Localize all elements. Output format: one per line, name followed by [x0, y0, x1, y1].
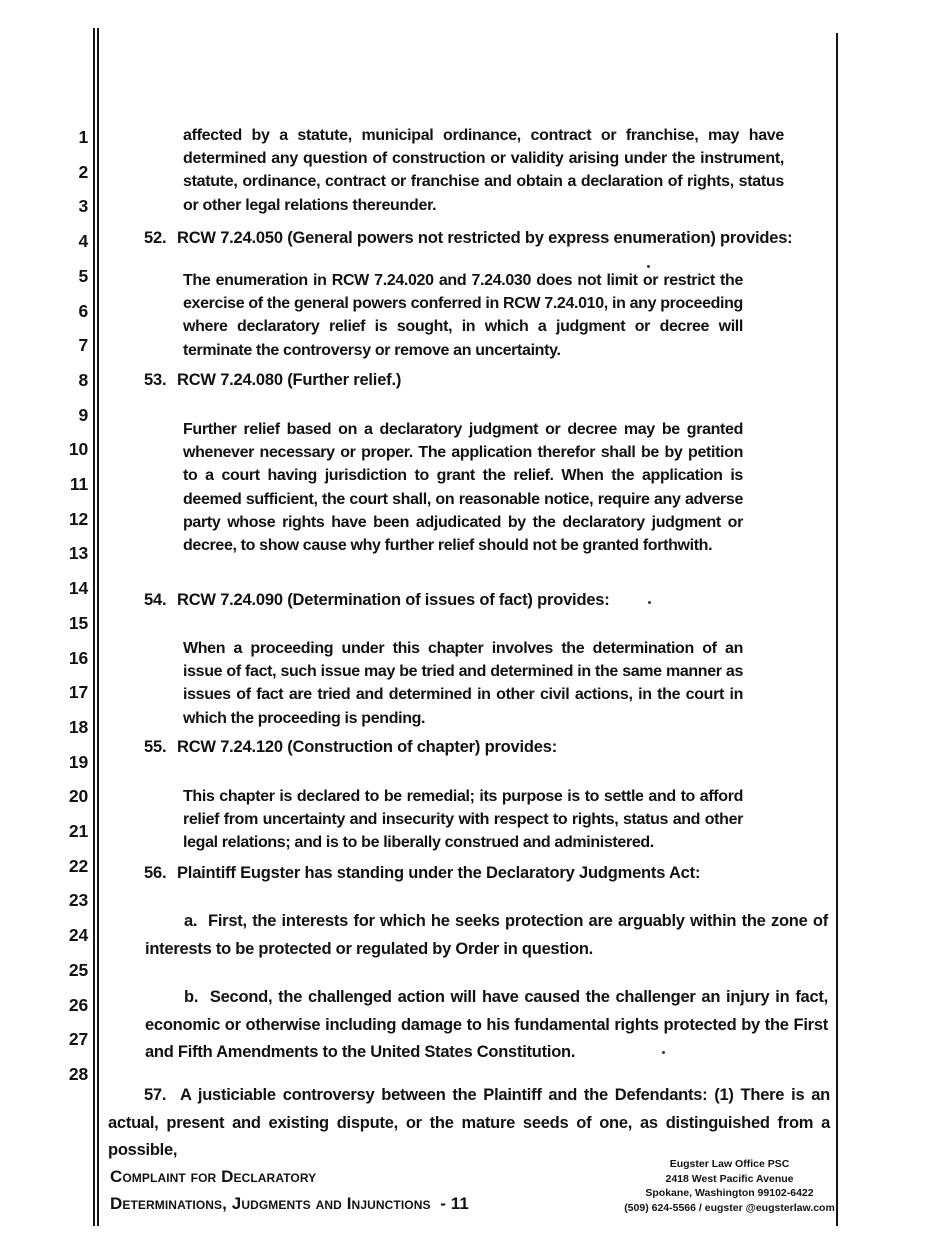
law-office-phone-email: (509) 624-5566 / eugster @eugsterlaw.com — [624, 1201, 835, 1214]
line-number-27: 27 — [68, 1029, 88, 1050]
line-number-19: 19 — [68, 751, 88, 772]
paragraph-55-heading — [144, 738, 557, 757]
line-number-3: 3 — [78, 196, 88, 217]
scan-artifact-dot — [662, 1051, 665, 1054]
line-number-16: 16 — [68, 647, 88, 668]
line-number-11: 11 — [69, 474, 88, 494]
scan-artifact-dot — [647, 265, 650, 268]
scan-artifact-dot — [648, 601, 651, 604]
paragraph-52-heading — [144, 229, 792, 248]
line-number-4: 4 — [78, 231, 88, 252]
line-number-15: 15 — [68, 612, 88, 633]
line-number-22: 22 — [68, 855, 88, 876]
left-margin-rule-outer — [93, 28, 95, 1226]
footer-document-title-line1: Complaint for Declaratory — [110, 1167, 317, 1186]
law-office-address-line1: 2418 West Pacific Avenue — [665, 1172, 794, 1185]
line-number-13: 13 — [68, 543, 88, 564]
paragraph-55-number: 55. — [144, 738, 167, 756]
left-margin-rule-inner — [97, 28, 99, 1226]
footer-document-title-line2: Determinations, Judgments and Injunctions - 11 — [110, 1194, 469, 1213]
paragraph-56-heading — [144, 864, 700, 883]
line-number-1: 1 — [78, 127, 88, 147]
paragraph-52-quote: The enumeration in RCW 7.24.020 and 7.24.030 does not limit or restrict the exercise of the general powers conferred in RCW 7.24.010, in any proceeding where declaratory relief is sought, in which a judgment or decree will terminate the controversy or remove an uncertainty. — [183, 272, 743, 359]
line-number-9: 9 — [78, 404, 88, 425]
line-number-18: 18 — [68, 716, 88, 737]
line-number-25: 25 — [68, 959, 88, 980]
paragraph-53-number: 53. — [144, 371, 167, 389]
paragraph-51-continuation: affected by a statute, municipal ordinance, contract or franchise, may have determined any question of construction or validity arising under the instrument, statute, ordinance, contract or franchise and obtain a declaration of rights, status or other legal relations thereunder. — [183, 127, 784, 214]
paragraph-54-quote: When a proceeding under this chapter involves the determination of an issue of fact, such issue may be tried and determined in the same manner as issues of fact are tried and determined in other civil actions, in the court in which the proceeding is pending. — [183, 640, 743, 727]
line-number-14: 14 — [68, 578, 88, 599]
line-number-21: 21 — [68, 821, 88, 841]
paragraph-52-number: 52. — [144, 229, 167, 247]
line-number-26: 26 — [68, 994, 88, 1015]
line-number-17: 17 — [68, 682, 88, 703]
paragraph-53-quote: Further relief based on a declaratory judgment or decree may be granted whenever necessary or proper. The application therefor shall be by petition to a court having jurisdiction to grant the relief. When the application is deemed sufficient, the court shall, on reasonable notice, require any adverse party whose rights have been adjudicated by the declaratory judgment or decree, to show cause why further relief should not be granted forthwith. — [183, 421, 743, 555]
subparagraph-b: b. Second, the challenged action will have caused the challenger an injury in fact, economic or otherwise including damage to his fundamental rights protected by the First and Fifth Amendments to the United States Constitution. — [145, 988, 828, 1061]
paragraph-56-number: 56. — [144, 864, 167, 882]
paragraph-55-quote: This chapter is declared to be remedial; its purpose is to settle and to afford relief from uncertainty and insecurity with respect to rights, status and other legal relations; and is to be liberally construed and administered. — [183, 788, 743, 852]
footer-law-office-block — [612, 1157, 847, 1215]
line-number-2: 2 — [78, 161, 88, 182]
paragraph-54-number: 54. — [144, 591, 167, 609]
line-number-28: 28 — [68, 1063, 88, 1084]
right-margin-rule — [836, 33, 838, 1226]
paragraph-53-heading — [144, 371, 401, 390]
subparagraph-a: a. First, the interests for which he seeks protection are arguably within the zone of interests to be protected or regulated by Order in question. — [145, 912, 828, 958]
line-number-10: 10 — [68, 439, 88, 460]
line-number-column — [46, 0, 88, 1242]
paragraph-54-heading — [144, 591, 610, 610]
paragraph-57: 57. A justiciable controversy between the Plaintiff and the Defendants: (1) There is an actual, present and existing dispute, or the mature seeds of one, as distinguished from a possible, — [108, 1086, 830, 1159]
line-number-20: 20 — [68, 786, 88, 807]
paragraph-55-heading-text: RCW 7.24.120 (Construction of chapter) provides: — [177, 738, 558, 756]
paragraph-52-heading-text: RCW 7.24.050 (General powers not restricted by express enumeration) provides: — [177, 229, 793, 247]
paragraph-53-heading-text: RCW 7.24.080 (Further relief.) — [177, 371, 402, 389]
line-number-8: 8 — [78, 369, 88, 390]
paragraph-54-heading-text: RCW 7.24.090 (Determination of issues of fact) provides: — [177, 591, 610, 609]
line-number-23: 23 — [68, 890, 88, 911]
paragraph-56-heading-text: Plaintiff Eugster has standing under the Declaratory Judgments Act: — [177, 864, 701, 882]
line-number-7: 7 — [78, 335, 88, 356]
line-number-5: 5 — [78, 265, 88, 286]
law-office-name: Eugster Law Office PSC — [669, 1158, 790, 1170]
law-office-address-line2: Spokane, Washington 99102-6422 — [645, 1187, 814, 1199]
line-number-6: 6 — [78, 300, 88, 321]
line-number-12: 12 — [68, 508, 88, 529]
line-number-24: 24 — [68, 925, 88, 946]
